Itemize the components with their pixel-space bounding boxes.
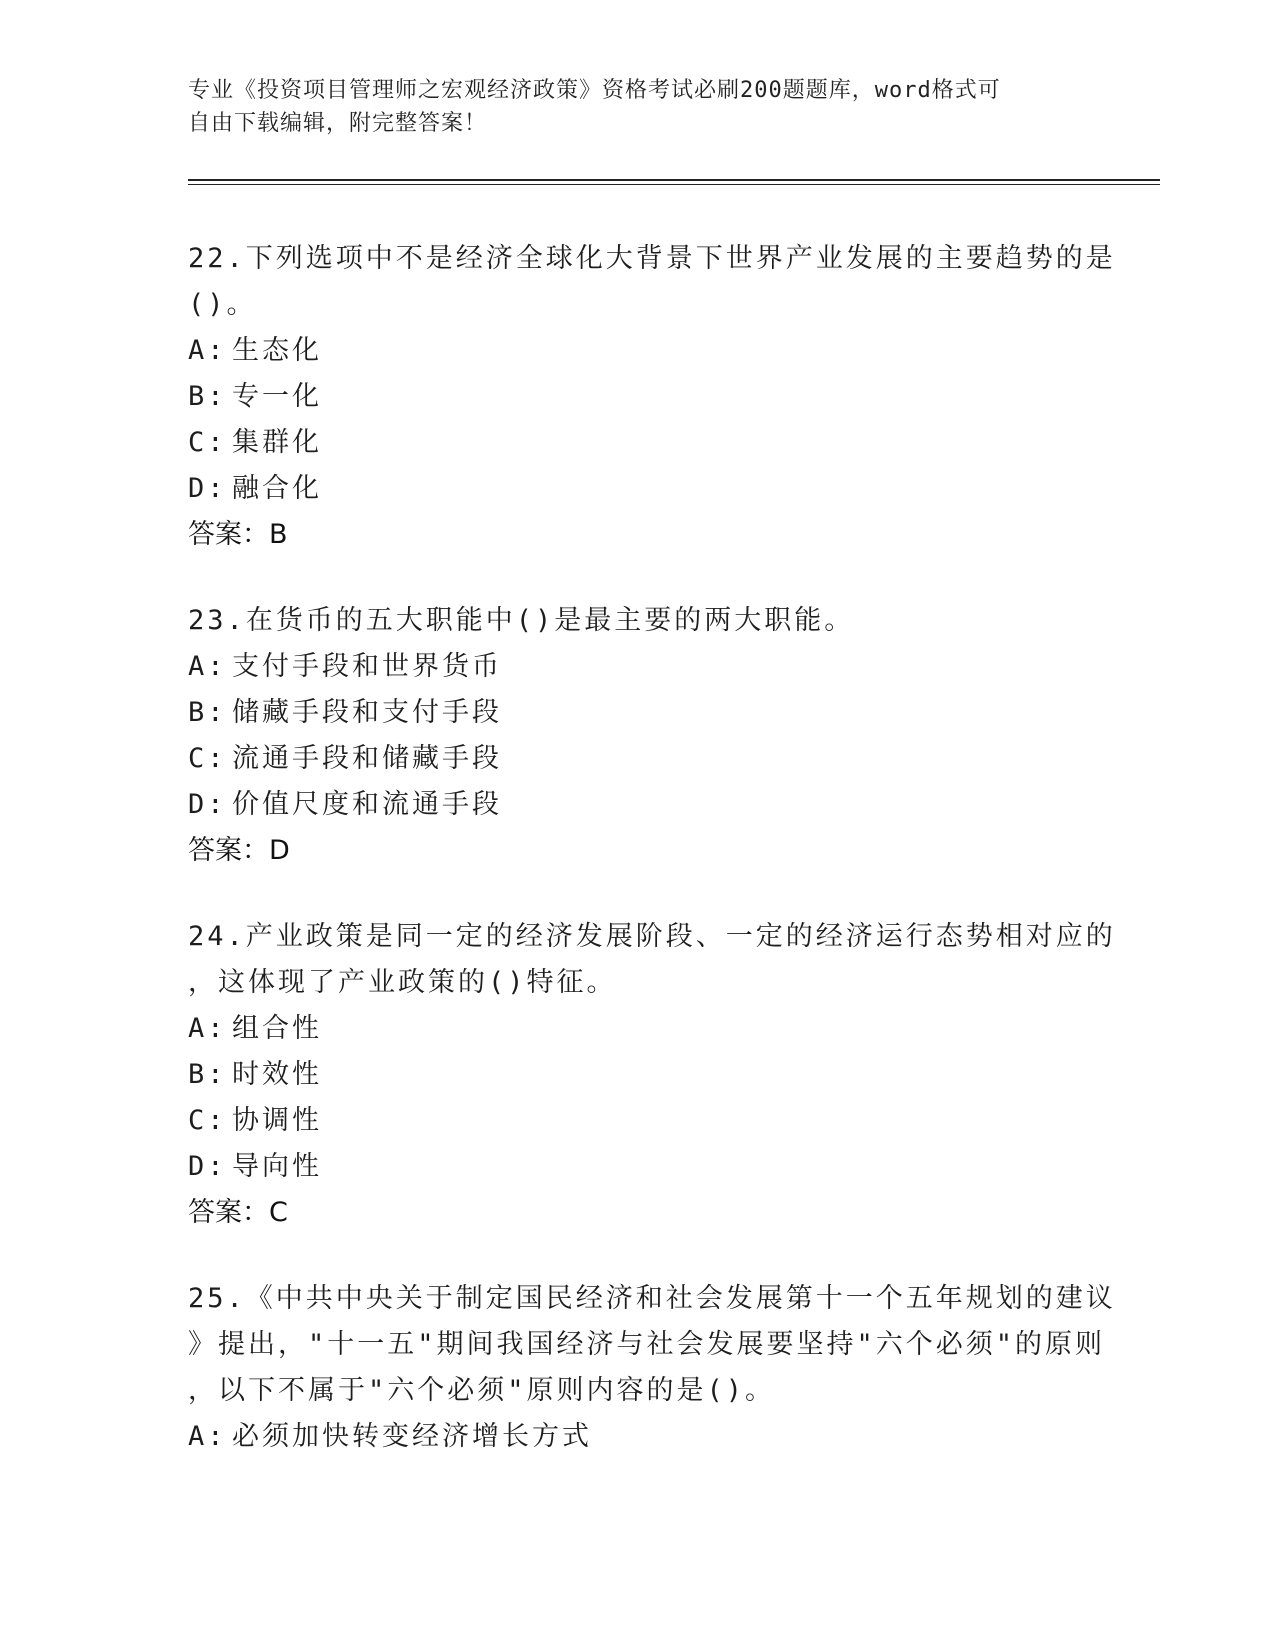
- option-b: [188, 690, 1088, 736]
- option-key: A:: [188, 1421, 227, 1452]
- option-text: 储藏手段和支付手段: [232, 697, 502, 728]
- question-stem-line: 24.产业政策是同一定的经济发展阶段、一定的经济运行态势相对应的: [188, 921, 1116, 952]
- option-key: A:: [188, 335, 227, 366]
- header-divider-thick: [188, 179, 1160, 181]
- option-a: [188, 328, 1088, 374]
- answer-line: 答案：D: [188, 835, 290, 866]
- option-a: [188, 1006, 1088, 1052]
- option-key: D:: [188, 789, 227, 820]
- question-25: [188, 1276, 1116, 1460]
- question-list: [188, 236, 1116, 1500]
- question-stem-line: 》提出，"十一五"期间我国经济与社会发展要坚持"六个必须"的原则: [188, 1329, 1106, 1360]
- option-c: [188, 420, 1088, 466]
- option-b: [188, 374, 1088, 420]
- question-23: [188, 598, 1088, 874]
- option-text: 流通手段和储藏手段: [232, 743, 502, 774]
- question-stem-line: ，这体现了产业政策的()特征。: [188, 967, 617, 998]
- option-key: C:: [188, 1105, 227, 1136]
- question-stem-line: ，以下不属于"六个必须"原则内容的是()。: [188, 1375, 776, 1406]
- option-c: [188, 736, 1088, 782]
- option-a: [188, 1414, 1088, 1460]
- header-line-2: 自由下载编辑，附完整答案！: [188, 111, 488, 136]
- option-c: [188, 1098, 1088, 1144]
- option-key: A:: [188, 651, 227, 682]
- header-divider-thin: [188, 184, 1160, 185]
- option-text: 协调性: [232, 1105, 322, 1136]
- option-key: A:: [188, 1013, 227, 1044]
- option-text: 支付手段和世界货币: [232, 651, 502, 682]
- option-text: 生态化: [232, 335, 322, 366]
- option-text: 价值尺度和流通手段: [232, 789, 502, 820]
- question-stem-line: 25.《中共中央关于制定国民经济和社会发展第十一个五年规划的建议: [188, 1283, 1116, 1314]
- option-key: B:: [188, 697, 227, 728]
- answer-line: 答案：C: [188, 1197, 288, 1228]
- option-key: B:: [188, 381, 227, 412]
- option-b: [188, 1052, 1088, 1098]
- question-24: [188, 914, 1116, 1236]
- header-line-1: 专业《投资项目管理师之宏观经济政策》资格考试必刷200题题库，word格式可: [188, 78, 1001, 103]
- question-stem-line: 22.下列选项中不是经济全球化大背景下世界产业发展的主要趋势的是: [188, 243, 1116, 274]
- option-key: D:: [188, 473, 227, 504]
- document-header: [188, 74, 1068, 140]
- option-d: [188, 1144, 1088, 1190]
- question-stem-line: 23.在货币的五大职能中()是最主要的两大职能。: [188, 605, 855, 636]
- option-key: D:: [188, 1151, 227, 1182]
- option-text: 融合化: [232, 473, 322, 504]
- option-a: [188, 644, 1088, 690]
- option-text: 时效性: [232, 1059, 322, 1090]
- option-text: 必须加快转变经济增长方式: [232, 1421, 592, 1452]
- question-stem-line: ()。: [188, 289, 257, 320]
- option-text: 组合性: [232, 1013, 322, 1044]
- answer-line: 答案：B: [188, 519, 288, 550]
- option-text: 导向性: [232, 1151, 322, 1182]
- option-key: C:: [188, 743, 227, 774]
- option-d: [188, 466, 1088, 512]
- option-text: 集群化: [232, 427, 322, 458]
- question-22: [188, 236, 1116, 558]
- option-key: C:: [188, 427, 227, 458]
- option-key: B:: [188, 1059, 227, 1090]
- option-text: 专一化: [232, 381, 322, 412]
- option-d: [188, 782, 1088, 828]
